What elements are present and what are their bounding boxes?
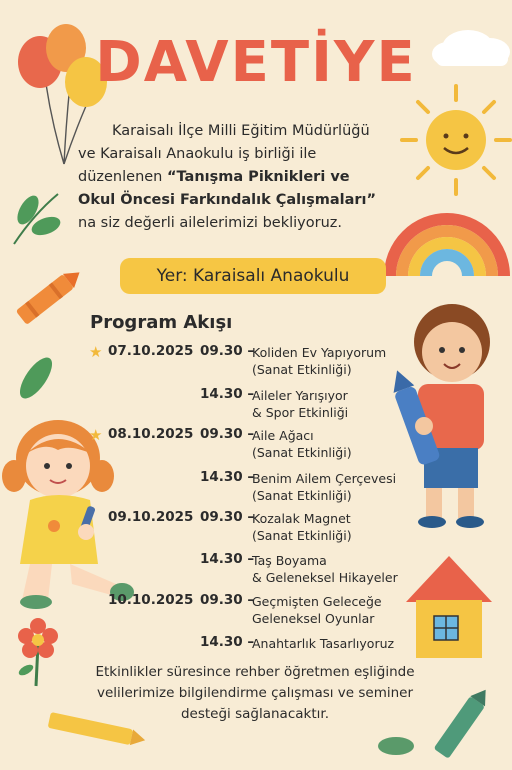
boy-illustration <box>394 298 506 538</box>
program-activity <box>252 552 398 586</box>
footer-line: desteği sağlanacaktır. <box>180 706 329 722</box>
activity-detail: & Geleneksel Hikayeler <box>252 570 398 585</box>
program-activity <box>252 593 382 627</box>
program-activity <box>252 427 352 461</box>
leaf-icon <box>376 732 416 756</box>
program-date: 08.10.2025 <box>108 426 194 442</box>
intro-line: ve Karaisalı Anaokulu iş birliği ile <box>78 146 317 162</box>
activity-name: Koliden Ev Yapıyorum <box>252 345 387 360</box>
activity-name: Taş Boyama <box>252 553 327 568</box>
activity-detail: Geleneksel Oyunlar <box>252 611 375 626</box>
activity-detail: (Sanat Etkinliği) <box>252 488 352 503</box>
program-activity <box>252 510 352 544</box>
program-time: 14.30 – <box>200 551 255 567</box>
footer-line: velilerimize bilgilendirme çalışması ve seminer <box>96 685 414 701</box>
activity-detail: (Sanat Etkinliği) <box>252 362 352 377</box>
page-title: DAVETİYE <box>95 30 417 95</box>
program-time: 09.30 – <box>200 592 255 608</box>
program-activity <box>252 470 396 504</box>
program-time: 14.30 – <box>200 386 255 402</box>
intro-text-segment: düzenlenen <box>78 169 167 185</box>
activity-detail: (Sanat Etkinliği) <box>252 528 352 543</box>
intro-text <box>78 120 418 235</box>
event-name: Okul Öncesi Farkındalık Çalışmaları” <box>78 192 377 208</box>
leaf-icon <box>4 184 64 254</box>
intro-line <box>78 166 418 189</box>
leaf-icon <box>10 350 60 410</box>
program-time: 09.30 – <box>200 426 255 442</box>
star-icon: ★ <box>89 426 103 444</box>
program-activity <box>252 635 394 652</box>
flower-icon <box>8 610 68 690</box>
activity-detail: & Spor Etkinliği <box>252 405 349 420</box>
program-time: 09.30 – <box>200 343 255 359</box>
footer-line: Etkinlikler süresince rehber öğretmen eşliğinde <box>95 664 415 680</box>
activity-name: Aile Ağacı <box>252 428 314 443</box>
activity-name: Benim Ailem Çerçevesi <box>252 471 397 486</box>
program-activity <box>252 344 386 378</box>
house-icon <box>404 552 494 662</box>
program-time: 09.30 – <box>200 509 255 525</box>
activity-name: Kozalak Magnet <box>252 511 351 526</box>
location-badge: Yer: Karaisalı Anaokulu <box>120 258 386 294</box>
program-time: 14.30 – <box>200 634 255 650</box>
intro-line: Karaisalı İlçe Milli Eğitim Müdürlüğü <box>112 123 370 139</box>
star-icon: ★ <box>89 343 103 361</box>
program-time: 14.30 – <box>200 469 255 485</box>
program-activity <box>252 387 348 421</box>
intro-line <box>78 189 418 212</box>
event-name: “Tanışma Piknikleri ve <box>166 169 350 185</box>
activity-name: Aileler Yarışıyor <box>252 388 348 403</box>
program-date: 07.10.2025 <box>108 343 194 359</box>
footer-note <box>70 662 440 725</box>
activity-name: Anahtarlık Tasarlıyoruz <box>252 636 395 651</box>
program-title: Program Akışı <box>90 312 233 333</box>
program-date: 09.10.2025 <box>108 509 194 525</box>
crayon-icon <box>8 262 88 332</box>
activity-name: Geçmişten Geleceğe <box>252 594 382 609</box>
activity-detail: (Sanat Etkinliği) <box>252 445 352 460</box>
intro-line: na siz değerli ailelerimizi bekliyoruz. <box>78 215 342 231</box>
program-date: 10.10.2025 <box>108 592 194 608</box>
